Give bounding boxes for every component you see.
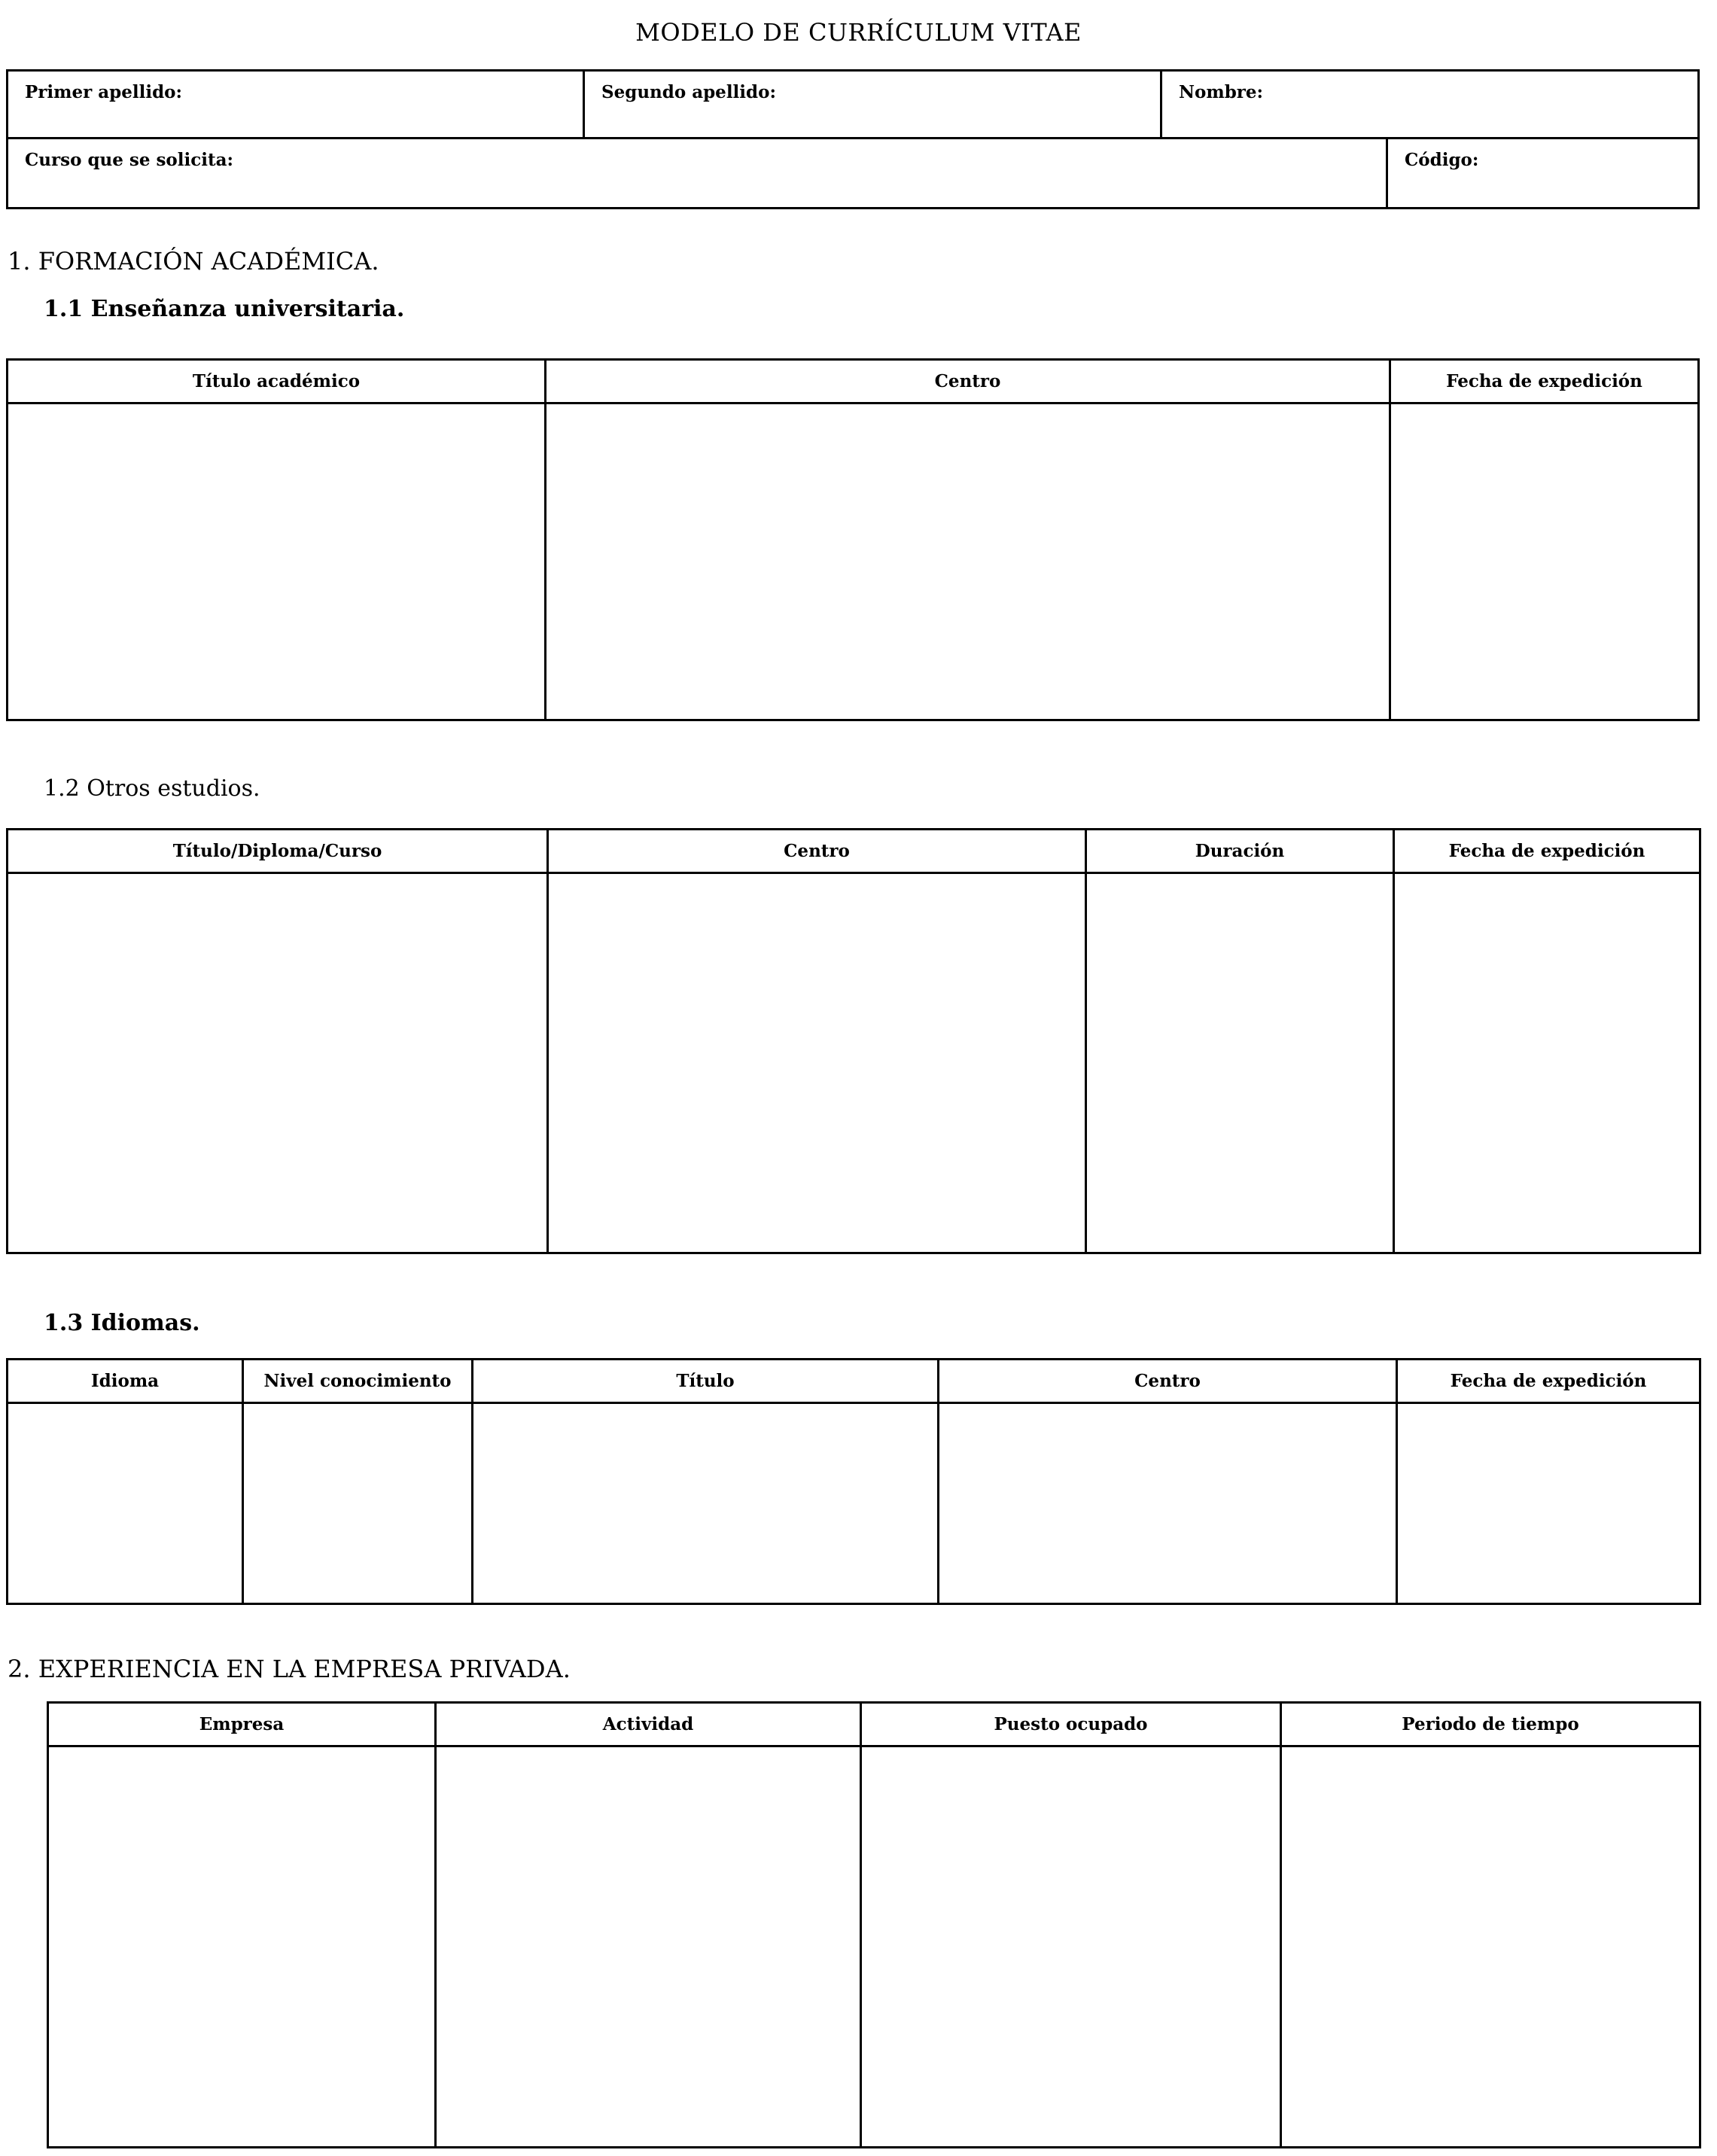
university-col-center[interactable]: [546, 361, 1391, 719]
section-1-1-heading: 1.1 Enseñanza universitaria.: [44, 296, 405, 322]
languages-col-language[interactable]: [8, 1360, 244, 1603]
column-header: Actividad: [437, 1704, 860, 1747]
column-header: Título/Diploma/Curso: [8, 830, 546, 874]
column-header: Fecha de expedición: [1398, 1360, 1699, 1404]
column-header: Fecha de expedición: [1391, 361, 1697, 404]
other-col-date[interactable]: [1395, 830, 1699, 1252]
column-header: Nivel conocimiento: [244, 1360, 471, 1404]
column-header: Centro: [546, 361, 1389, 404]
other-studies-table: [6, 828, 1701, 1254]
languages-col-date[interactable]: [1398, 1360, 1699, 1603]
column-header: Centro: [939, 1360, 1396, 1404]
other-col-center[interactable]: [549, 830, 1087, 1252]
column-header: Idioma: [8, 1360, 242, 1404]
page-title: MODELO DE CURRÍCULUM VITAE: [635, 18, 1082, 47]
column-header: Título: [473, 1360, 937, 1404]
column-header: Título académico: [8, 361, 544, 404]
university-table: [6, 358, 1700, 721]
experience-col-position[interactable]: [862, 1704, 1282, 2146]
column-header: Periodo de tiempo: [1282, 1704, 1699, 1747]
section-1-3-heading: 1.3 Idiomas.: [44, 1310, 200, 1336]
languages-col-level[interactable]: [244, 1360, 473, 1603]
column-header: Empresa: [49, 1704, 434, 1747]
other-col-title[interactable]: [8, 830, 549, 1252]
column-header: Fecha de expedición: [1395, 830, 1699, 874]
experience-col-period[interactable]: [1282, 1704, 1699, 2146]
second-surname-label: Segundo apellido:: [601, 82, 776, 102]
column-header: Puesto ocupado: [862, 1704, 1280, 1747]
other-col-duration[interactable]: [1087, 830, 1395, 1252]
first-surname-field[interactable]: [8, 72, 585, 137]
university-col-title[interactable]: [8, 361, 546, 719]
section-1-heading: 1. FORMACIÓN ACADÉMICA.: [8, 247, 379, 276]
code-label: Código:: [1405, 150, 1479, 170]
name-label: Nombre:: [1179, 82, 1264, 102]
code-field[interactable]: [1388, 139, 1697, 207]
personal-data-box: [6, 69, 1700, 209]
course-label: Curso que se solicita:: [25, 150, 233, 170]
second-surname-field[interactable]: [585, 72, 1162, 137]
first-surname-label: Primer apellido:: [25, 82, 182, 102]
languages-col-center[interactable]: [939, 1360, 1398, 1603]
column-header: Centro: [549, 830, 1085, 874]
section-2-heading: 2. EXPERIENCIA EN LA EMPRESA PRIVADA.: [8, 1655, 571, 1683]
name-field[interactable]: [1162, 72, 1697, 137]
course-field[interactable]: [8, 139, 1388, 207]
languages-col-title[interactable]: [473, 1360, 939, 1603]
experience-col-activity[interactable]: [437, 1704, 862, 2146]
languages-table: [6, 1358, 1701, 1605]
university-col-date[interactable]: [1391, 361, 1697, 719]
column-header: Duración: [1087, 830, 1393, 874]
section-1-2-heading: 1.2 Otros estudios.: [44, 775, 260, 802]
experience-table: [47, 1701, 1701, 2148]
experience-col-company[interactable]: [49, 1704, 437, 2146]
